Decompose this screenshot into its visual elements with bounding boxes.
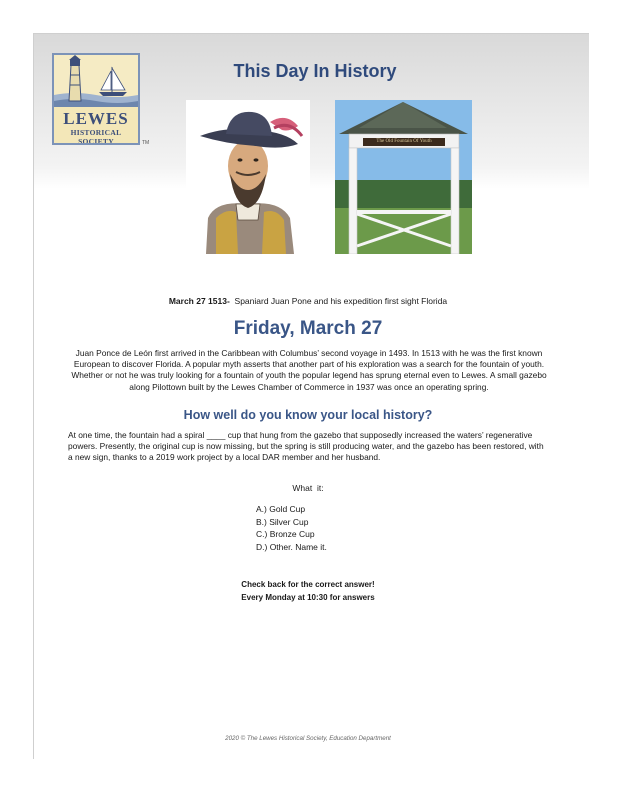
option-d: D.) Other. Name it. [256,541,327,552]
gazebo-photo [335,100,472,254]
answer-note-line-1: Check back for the correct answer! [241,580,375,589]
quiz-question: At one time, the fountain had a spiral ____ cup that hung from the gazebo that supposedly increased the waters’ regenerative powers. Presently, the original cup is now missing, but the spring is still producing water, and the gazebo has been restored, with a new sign, thanks to a 2019 work project by a local DAR member and her husband. [68,430,544,463]
caption-date: March 27 1513- [168,296,230,306]
caption-text: Spaniard Juan Pone and his expedition first sight Florida [229,296,448,306]
trademark-mark: TM [142,140,150,146]
intro-paragraph: Juan Ponce de León first arrived in the Caribbean with Columbus’ second voyage in 1493. In 1513 with he was the first known European to discover Florida. A popular myth asserts that another part of his exploration was a search for the fountain of youth. Whether or not he was truly looking for a fountain of youth the popular legend has sprung eternal even to Lewes. A small gazebo along Pilottown built by the Lewes Chamber of Commerce in 1937 was once an operating spring. [71,348,547,392]
logo-word: LEWES [63,109,129,128]
page-border-top [33,33,589,34]
quiz-heading: How well do you know your local history? [183,408,433,422]
logo-subtitle: HISTORICAL SOCIETY [70,128,122,145]
lewes-historical-society-logo [52,53,140,145]
footer-copyright: 2020 © The Lewes Historical Society, Education Department [225,735,391,742]
option-c: C.) Bronze Cup [256,529,315,540]
answer-note-line-2: Every Monday at 10:30 for answers [241,592,375,602]
history-caption [60,296,556,306]
quiz-prompt: What it: [292,483,324,493]
portrait-illustration [186,100,310,254]
date-heading: Friday, March 27 [233,318,383,339]
gazebo-sign-text: The Old Fountain Of Youth [376,139,432,144]
answer-note [60,579,556,604]
page-title: This Day In History [233,61,397,81]
answer-options [256,503,327,553]
option-a: A.) Gold Cup [256,504,306,514]
page-border-left [33,33,34,759]
option-b: B.) Silver Cup [256,516,309,527]
